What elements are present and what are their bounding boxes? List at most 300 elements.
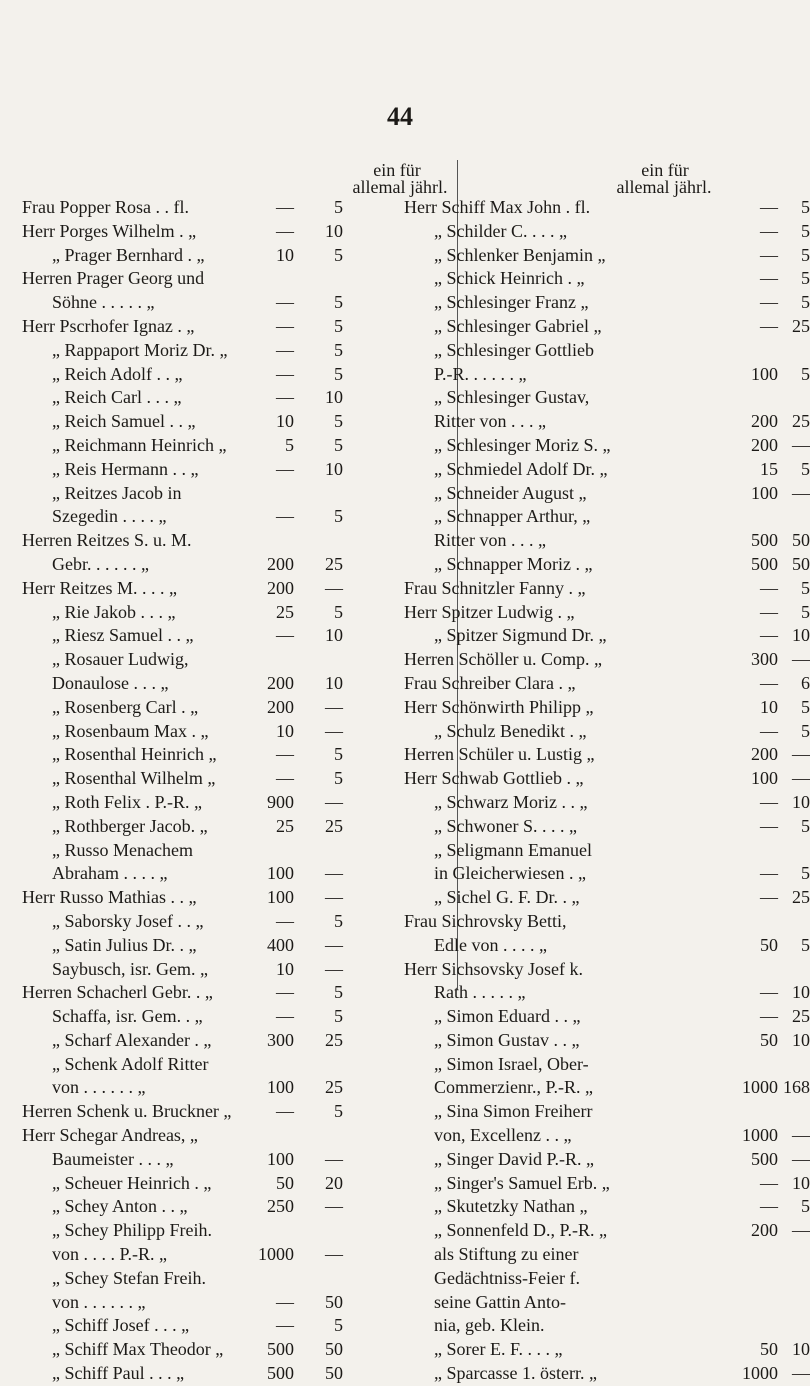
donor-name: „ Spitzer Sigmund Dr. „ xyxy=(434,625,607,646)
donor-name: Herren Schüler u. Lustig „ xyxy=(404,744,595,765)
one-time-amount: — xyxy=(276,910,294,931)
annual-amount: 20 xyxy=(325,1172,343,1193)
donor-name: Herr Schwab Gottlieb . „ xyxy=(404,768,584,789)
one-time-amount: — xyxy=(760,292,778,313)
one-time-amount: 200 xyxy=(751,411,778,432)
donor-name: „ Rosenthal Wilhelm „ xyxy=(52,768,216,789)
list-item xyxy=(404,720,810,744)
donor-name: Commerzienr., P.-R. „ xyxy=(434,1077,593,1098)
one-time-amount: 200 xyxy=(751,1220,778,1241)
donor-name: Herren Prager Georg und xyxy=(22,268,205,289)
annual-amount: 6 xyxy=(801,672,810,693)
annual-amount: — xyxy=(325,1196,343,1217)
list-item xyxy=(404,577,810,601)
annual-amount: 10 xyxy=(325,387,343,408)
annual-amount: 5 xyxy=(334,244,343,265)
donor-name: Ritter von . . . „ xyxy=(434,530,546,551)
one-time-amount: — xyxy=(760,220,778,241)
donor-name: Herr Schegar Andreas, „ xyxy=(22,1125,198,1146)
annual-amount: 25 xyxy=(792,411,810,432)
annual-amount: 25 xyxy=(325,815,343,836)
one-time-amount: — xyxy=(760,815,778,836)
one-time-amount: 500 xyxy=(267,1363,294,1384)
donor-name: seine Gattin Anto- xyxy=(434,1291,566,1312)
list-item xyxy=(22,767,394,791)
donor-name: Herr Reitzes M. . . . „ xyxy=(22,577,177,598)
list-item xyxy=(404,1148,810,1172)
list-item xyxy=(404,1291,776,1315)
one-time-amount: 100 xyxy=(751,363,778,384)
list-item xyxy=(22,601,394,625)
list-item xyxy=(22,1291,394,1315)
annual-amount: 5 xyxy=(801,363,810,384)
donor-name: Saybusch, isr. Gem. „ xyxy=(52,958,208,979)
one-time-amount: — xyxy=(760,577,778,598)
donor-name: „ Schlesinger Gottlieb xyxy=(434,339,594,360)
donor-name: von . . . . . . „ xyxy=(52,1077,146,1098)
one-time-amount: — xyxy=(276,387,294,408)
one-time-amount: — xyxy=(760,791,778,812)
donor-name: Baumeister . . . „ xyxy=(52,1148,174,1169)
annual-amount: — xyxy=(792,649,810,670)
annual-amount: 5 xyxy=(801,934,810,955)
donor-name: „ Schnapper Arthur, „ xyxy=(434,506,591,527)
list-item xyxy=(22,910,394,934)
annual-amount: 5 xyxy=(801,863,810,884)
one-time-amount: 500 xyxy=(751,1148,778,1169)
donor-name: „ Simon Eduard . . „ xyxy=(434,1006,581,1027)
header-line-2: allemal jährl. xyxy=(616,177,712,197)
annual-amount: — xyxy=(792,1220,810,1241)
one-time-amount: — xyxy=(760,315,778,336)
list-item xyxy=(404,1195,810,1219)
donor-name: „ Schiff Josef . . . „ xyxy=(52,1315,190,1336)
list-item xyxy=(404,220,810,244)
donor-name: in Gleicherwiesen . „ xyxy=(434,863,586,884)
annual-amount: 25 xyxy=(792,887,810,908)
list-item xyxy=(22,1076,394,1100)
one-time-amount: 300 xyxy=(751,649,778,670)
donor-name: „ Schey Philipp Freih. xyxy=(52,1220,212,1241)
list-item xyxy=(404,1314,776,1338)
donor-name: „ Rosenthal Heinrich „ xyxy=(52,744,217,765)
donor-name: „ Schwoner S. . . . „ xyxy=(434,815,577,836)
list-item xyxy=(22,1219,394,1243)
one-time-amount: 25 xyxy=(276,601,294,622)
annual-amount: 5 xyxy=(801,1196,810,1217)
donor-name: „ Seligmann Emanuel xyxy=(434,839,592,860)
donor-name: „ Rosauer Ludwig, xyxy=(52,649,189,670)
donor-name: „ Riesz Samuel . . „ xyxy=(52,625,194,646)
donor-name: „ Simon Gustav . . „ xyxy=(434,1029,580,1050)
header-line-2: allemal jährl. xyxy=(352,177,448,197)
list-item xyxy=(404,291,810,315)
one-time-amount: 1000 xyxy=(742,1077,778,1098)
one-time-amount: — xyxy=(276,1291,294,1312)
one-time-amount: — xyxy=(276,625,294,646)
annual-amount: — xyxy=(792,744,810,765)
list-item xyxy=(22,458,394,482)
list-item xyxy=(22,505,394,529)
one-time-amount: 50 xyxy=(760,934,778,955)
list-item xyxy=(404,886,810,910)
annual-amount: 5 xyxy=(801,244,810,265)
annual-amount: 5 xyxy=(334,744,343,765)
list-item xyxy=(22,862,394,886)
donor-name: „ Reichmann Heinrich „ xyxy=(52,434,227,455)
donor-name: Abraham . . . . „ xyxy=(52,863,168,884)
one-time-amount: — xyxy=(276,220,294,241)
donor-name: „ Sparcasse 1. österr. „ xyxy=(434,1363,597,1384)
list-item xyxy=(22,696,394,720)
list-item xyxy=(22,339,394,363)
annual-amount: 5 xyxy=(334,363,343,384)
list-item xyxy=(404,529,810,553)
list-item xyxy=(22,815,394,839)
donor-name: Herren Schenk u. Bruckner „ xyxy=(22,1101,232,1122)
annual-amount: — xyxy=(792,1363,810,1384)
one-time-amount: — xyxy=(276,197,294,217)
list-item xyxy=(22,267,394,291)
donor-name: Herren Schacherl Gebr. . „ xyxy=(22,982,213,1003)
annual-amount: — xyxy=(792,1148,810,1169)
one-time-amount: 1000 xyxy=(742,1363,778,1384)
list-item xyxy=(404,910,776,934)
one-time-amount: 300 xyxy=(267,1029,294,1050)
annual-amount: — xyxy=(792,482,810,503)
annual-amount: 5 xyxy=(334,1315,343,1336)
donor-name: Gebr. . . . . . „ xyxy=(52,553,149,574)
annual-amount: 25 xyxy=(325,1029,343,1050)
one-time-amount: — xyxy=(276,982,294,1003)
donor-name: nia, geb. Klein. xyxy=(434,1315,545,1336)
annual-amount: 10 xyxy=(792,982,810,1003)
right-column xyxy=(404,160,810,1386)
donor-name: „ Reich Adolf . . „ xyxy=(52,363,183,384)
list-item xyxy=(404,743,810,767)
donor-name: Herr Spitzer Ludwig . „ xyxy=(404,601,575,622)
annual-amount: 5 xyxy=(801,458,810,479)
list-item xyxy=(22,839,394,863)
list-item xyxy=(404,1243,776,1267)
donor-name: Herren Schöller u. Comp. „ xyxy=(404,649,602,670)
donor-name: „ Schlesinger Moriz S. „ xyxy=(434,434,611,455)
donor-name: „ Schiff Max Theodor „ xyxy=(52,1339,224,1360)
one-time-amount: — xyxy=(760,982,778,1003)
list-item xyxy=(404,363,810,387)
list-item xyxy=(22,386,394,410)
list-item xyxy=(22,1148,394,1172)
list-item xyxy=(404,767,810,791)
annual-amount: 25 xyxy=(792,1006,810,1027)
list-item xyxy=(404,791,810,815)
donor-name: „ Schenk Adolf Ritter xyxy=(52,1053,209,1074)
list-item xyxy=(22,315,394,339)
annual-amount: — xyxy=(325,791,343,812)
annual-amount: 50 xyxy=(325,1291,343,1312)
list-item xyxy=(404,839,776,863)
donor-name: Herren Reitzes S. u. M. xyxy=(22,530,192,551)
donor-name: Söhne . . . . . „ xyxy=(52,292,155,313)
one-time-amount: 10 xyxy=(276,411,294,432)
one-time-amount: 100 xyxy=(751,768,778,789)
donor-name: „ Sina Simon Freiherr xyxy=(434,1101,593,1122)
list-item xyxy=(22,553,394,577)
one-time-amount: — xyxy=(276,506,294,527)
list-item xyxy=(404,1172,810,1196)
donor-name: Herr Russo Mathias . . „ xyxy=(22,887,197,908)
donor-name: Frau Popper Rosa . . fl. xyxy=(22,197,189,217)
list-item xyxy=(22,410,394,434)
annual-amount: 10 xyxy=(325,672,343,693)
list-item xyxy=(22,648,394,672)
list-item xyxy=(22,529,394,553)
annual-amount: 10 xyxy=(325,625,343,646)
one-time-amount: 100 xyxy=(751,482,778,503)
list-item xyxy=(404,458,810,482)
annual-amount: 5 xyxy=(334,315,343,336)
donor-name: als Stiftung zu einer xyxy=(434,1244,579,1265)
annual-amount: 50 xyxy=(792,530,810,551)
one-time-amount: 200 xyxy=(751,744,778,765)
annual-amount: 5 xyxy=(801,696,810,717)
one-time-amount: — xyxy=(276,744,294,765)
one-time-amount: — xyxy=(276,292,294,313)
one-time-amount: 50 xyxy=(276,1172,294,1193)
list-item xyxy=(404,1029,810,1053)
donor-name: „ Simon Israel, Ober- xyxy=(434,1053,589,1074)
donor-name: „ Schulz Benedikt . „ xyxy=(434,720,587,741)
list-item xyxy=(22,743,394,767)
list-item xyxy=(22,624,394,648)
annual-amount: 10 xyxy=(792,1029,810,1050)
list-item xyxy=(404,862,810,886)
one-time-amount: — xyxy=(760,268,778,289)
list-item xyxy=(404,1005,810,1029)
donor-name: Rath . . . . . „ xyxy=(434,982,526,1003)
annual-amount: 5 xyxy=(334,292,343,313)
list-item xyxy=(404,410,810,434)
annual-amount: 5 xyxy=(334,506,343,527)
list-item xyxy=(404,648,810,672)
donor-name: „ Schlesinger Franz „ xyxy=(434,292,589,313)
list-item xyxy=(22,1195,394,1219)
donor-name: „ Schwarz Moriz . . „ xyxy=(434,791,588,812)
list-item xyxy=(404,505,776,529)
one-time-amount: 100 xyxy=(267,887,294,908)
left-entry-list xyxy=(22,196,394,1386)
list-item xyxy=(22,577,394,601)
one-time-amount: 1000 xyxy=(742,1125,778,1146)
list-item xyxy=(22,220,394,244)
one-time-amount: — xyxy=(276,315,294,336)
annual-amount: — xyxy=(792,1125,810,1146)
annual-amount: — xyxy=(325,934,343,955)
list-item xyxy=(404,696,810,720)
annual-amount: 5 xyxy=(801,577,810,598)
one-time-amount: — xyxy=(760,720,778,741)
annual-amount: 25 xyxy=(792,315,810,336)
donor-name: „ Skutetzky Nathan „ xyxy=(434,1196,588,1217)
donor-name: „ Schnapper Moriz . „ xyxy=(434,553,593,574)
annual-amount: 5 xyxy=(801,197,810,217)
one-time-amount: — xyxy=(760,672,778,693)
one-time-amount: 500 xyxy=(267,1339,294,1360)
donor-name: „ Sichel G. F. Dr. . „ xyxy=(434,887,580,908)
one-time-amount: 200 xyxy=(267,672,294,693)
one-time-amount: 500 xyxy=(751,530,778,551)
donor-name: Herr Sichsovsky Josef k. xyxy=(404,958,583,979)
list-item xyxy=(22,934,394,958)
list-item xyxy=(404,434,810,458)
annual-amount: — xyxy=(325,863,343,884)
donor-name: Edle von . . . . „ xyxy=(434,934,547,955)
donor-name: Ritter von . . . „ xyxy=(434,411,546,432)
one-time-amount: 5 xyxy=(285,434,294,455)
donor-name: von . . . . P.-R. „ xyxy=(52,1244,168,1265)
one-time-amount: — xyxy=(276,458,294,479)
annual-amount: — xyxy=(325,720,343,741)
list-item xyxy=(22,1314,394,1338)
one-time-amount: — xyxy=(276,768,294,789)
annual-amount: — xyxy=(325,1244,343,1265)
one-time-amount: 250 xyxy=(267,1196,294,1217)
one-time-amount: — xyxy=(760,1196,778,1217)
donor-name: Frau Schnitzler Fanny . „ xyxy=(404,577,586,598)
donor-name: „ Schiff Paul . . . „ xyxy=(52,1363,185,1384)
list-item xyxy=(22,244,394,268)
donor-name: „ Russo Menachem xyxy=(52,839,193,860)
list-item xyxy=(404,934,810,958)
one-time-amount: — xyxy=(276,1101,294,1122)
annual-amount: 5 xyxy=(334,910,343,931)
one-time-amount: — xyxy=(760,887,778,908)
list-item xyxy=(22,291,394,315)
donor-name: „ Rappaport Moriz Dr. „ xyxy=(52,339,228,360)
annual-amount: 5 xyxy=(801,815,810,836)
one-time-amount: 500 xyxy=(751,553,778,574)
annual-amount: — xyxy=(325,1148,343,1169)
donor-name: „ Sonnenfeld D., P.-R. „ xyxy=(434,1220,607,1241)
list-item xyxy=(22,482,394,506)
annual-amount: 5 xyxy=(334,1101,343,1122)
one-time-amount: 1000 xyxy=(258,1244,294,1265)
list-item xyxy=(404,1124,810,1148)
donor-name: „ Schlenker Benjamin „ xyxy=(434,244,606,265)
list-item xyxy=(22,886,394,910)
annual-amount: — xyxy=(325,958,343,979)
donor-name: „ Scharf Alexander . „ xyxy=(52,1029,212,1050)
donor-name: Frau Sichrovsky Betti, xyxy=(404,910,567,931)
left-column xyxy=(22,160,448,1386)
list-item xyxy=(22,981,394,1005)
donor-name: „ Saborsky Josef . . „ xyxy=(52,910,204,931)
one-time-amount: — xyxy=(276,1006,294,1027)
annual-amount: 5 xyxy=(334,197,343,217)
one-time-amount: 200 xyxy=(267,553,294,574)
list-item xyxy=(404,1362,810,1386)
annual-amount: — xyxy=(792,768,810,789)
annual-amount: 5 xyxy=(334,411,343,432)
annual-amount: 5 xyxy=(334,982,343,1003)
annual-amount: 5 xyxy=(334,768,343,789)
one-time-amount: — xyxy=(760,1006,778,1027)
annual-amount: 10 xyxy=(325,220,343,241)
list-item xyxy=(22,672,394,696)
donor-name: Gedächtniss-Feier f. xyxy=(434,1267,580,1288)
list-item xyxy=(22,1172,394,1196)
list-item xyxy=(404,1100,776,1124)
list-item xyxy=(22,1243,394,1267)
list-item xyxy=(404,1053,776,1077)
donor-name: „ Schmiedel Adolf Dr. „ xyxy=(434,458,608,479)
annual-amount: 50 xyxy=(792,553,810,574)
one-time-amount: 25 xyxy=(276,815,294,836)
list-item xyxy=(22,1362,394,1386)
donor-name: „ Rothberger Jacob. „ xyxy=(52,815,208,836)
annual-amount: — xyxy=(792,434,810,455)
one-time-amount: 200 xyxy=(751,434,778,455)
page-number: 44 xyxy=(387,102,413,131)
list-item xyxy=(404,196,810,220)
donor-name: Herr Schönwirth Philipp „ xyxy=(404,696,594,717)
donor-name: „ Roth Felix . P.-R. „ xyxy=(52,791,203,812)
one-time-amount: — xyxy=(760,863,778,884)
donor-name: Donaulose . . . „ xyxy=(52,672,169,693)
list-item xyxy=(22,196,394,220)
annual-amount: 5 xyxy=(801,720,810,741)
one-time-amount: 400 xyxy=(267,934,294,955)
list-item xyxy=(404,815,810,839)
left-column-header xyxy=(22,160,448,197)
one-time-amount: 15 xyxy=(760,458,778,479)
list-item xyxy=(404,315,810,339)
donor-name: Herr Pscrhofer Ignaz . „ xyxy=(22,315,195,336)
donor-name: „ Scheuer Heinrich . „ xyxy=(52,1172,212,1193)
annual-amount: 5 xyxy=(334,601,343,622)
list-item xyxy=(404,624,810,648)
one-time-amount: 10 xyxy=(760,696,778,717)
right-column-header xyxy=(404,160,776,196)
one-time-amount: — xyxy=(276,339,294,360)
donor-name: von . . . . . . „ xyxy=(52,1291,146,1312)
donor-name: „ Schneider August „ xyxy=(434,482,587,503)
list-item xyxy=(404,482,810,506)
one-time-amount: 50 xyxy=(760,1339,778,1360)
one-time-amount: — xyxy=(760,601,778,622)
annual-amount: 168 xyxy=(783,1077,810,1098)
one-time-amount: 100 xyxy=(267,1077,294,1098)
donor-name: „ Schlesinger Gabriel „ xyxy=(434,315,602,336)
donor-name: „ Singer's Samuel Erb. „ xyxy=(434,1172,610,1193)
donor-name: „ Schey Anton . . „ xyxy=(52,1196,188,1217)
annual-amount: 50 xyxy=(325,1339,343,1360)
donor-name: „ Singer David P.-R. „ xyxy=(434,1148,594,1169)
list-item xyxy=(404,267,810,291)
donor-name: Schaffa, isr. Gem. . „ xyxy=(52,1006,203,1027)
donor-name: „ Satin Julius Dr. . „ xyxy=(52,934,197,955)
one-time-amount: 10 xyxy=(276,958,294,979)
one-time-amount: 50 xyxy=(760,1029,778,1050)
list-item xyxy=(404,339,776,363)
donor-name: „ Reitzes Jacob in xyxy=(52,482,182,503)
list-item xyxy=(404,553,810,577)
donor-name: „ Schey Stefan Freih. xyxy=(52,1267,206,1288)
list-item xyxy=(404,386,776,410)
annual-amount: 50 xyxy=(325,1363,343,1384)
list-item xyxy=(404,981,810,1005)
list-item xyxy=(404,1267,776,1291)
